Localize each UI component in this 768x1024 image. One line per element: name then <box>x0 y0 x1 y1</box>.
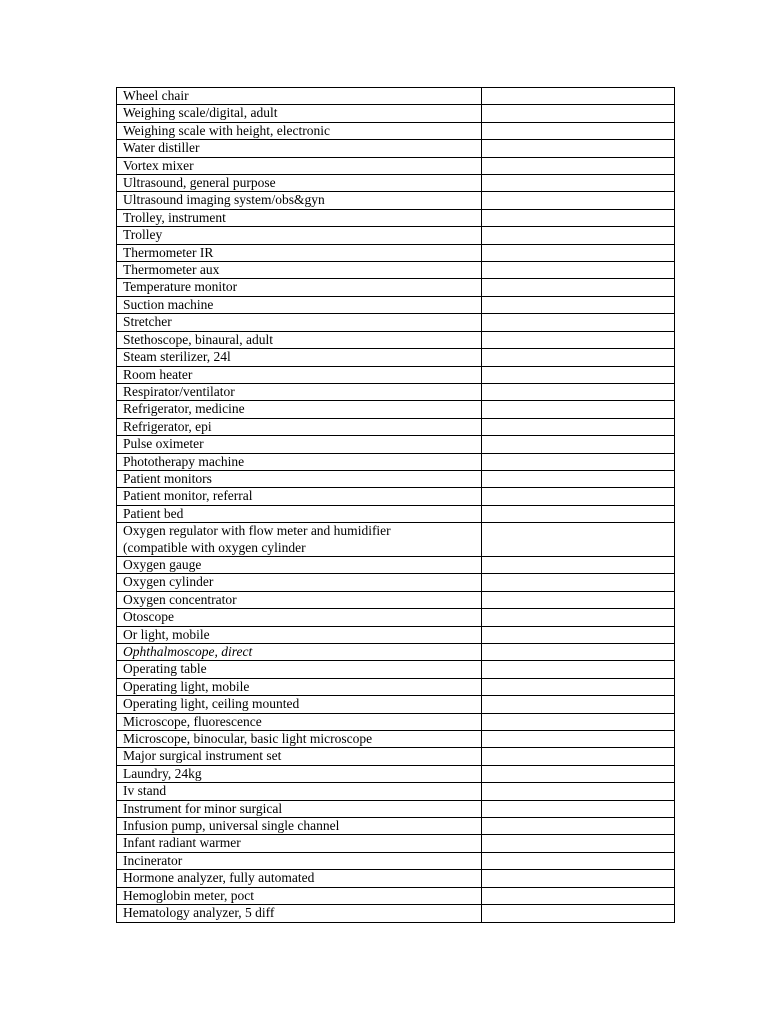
equipment-name-cell <box>117 905 482 922</box>
equipment-value-cell <box>482 366 675 383</box>
equipment-name-cell <box>117 192 482 209</box>
equipment-value-cell <box>482 574 675 591</box>
equipment-value-cell <box>482 314 675 331</box>
equipment-value-cell <box>482 331 675 348</box>
equipment-name-cell <box>117 765 482 782</box>
equipment-name-cell <box>117 870 482 887</box>
equipment-name-cell <box>117 296 482 313</box>
equipment-value-cell <box>482 523 675 557</box>
equipment-value-cell <box>482 731 675 748</box>
equipment-name-cell <box>117 783 482 800</box>
equipment-value-cell <box>482 157 675 174</box>
equipment-value-cell <box>482 209 675 226</box>
equipment-name: Steam sterilizer, 24l <box>123 349 231 365</box>
equipment-name-cell <box>117 713 482 730</box>
equipment-name: Trolley <box>123 227 163 243</box>
table-row <box>117 401 675 418</box>
equipment-name: Ultrasound, general purpose <box>123 175 276 191</box>
equipment-name: Wheel chair <box>123 88 189 103</box>
equipment-value-cell <box>482 713 675 730</box>
equipment-name: Infusion pump, universal single channel <box>123 818 340 834</box>
equipment-value-cell <box>482 783 675 800</box>
equipment-name: Or light, mobile <box>123 626 210 642</box>
equipment-name-cell <box>117 748 482 765</box>
equipment-name-cell <box>117 209 482 226</box>
equipment-name-cell <box>117 140 482 157</box>
equipment-name: Otoscope <box>123 609 174 625</box>
equipment-name: Hemoglobin meter, poct <box>123 887 255 903</box>
table-row <box>117 140 675 157</box>
equipment-name: Patient monitor, referral <box>123 488 253 504</box>
table-row <box>117 783 675 800</box>
equipment-name: Room heater <box>123 366 193 382</box>
equipment-name-cell <box>117 122 482 139</box>
table-row <box>117 244 675 261</box>
equipment-name-continued: (compatible with oxygen cylinder <box>123 539 306 555</box>
table-row <box>117 870 675 887</box>
table-row <box>117 227 675 244</box>
equipment-value-cell <box>482 661 675 678</box>
equipment-name-cell <box>117 314 482 331</box>
equipment-name-cell <box>117 731 482 748</box>
equipment-name: Thermometer aux <box>123 262 220 278</box>
equipment-name: Oxygen gauge <box>123 556 202 572</box>
equipment-name: Patient bed <box>123 505 184 521</box>
table-row <box>117 609 675 626</box>
table-row <box>117 591 675 608</box>
equipment-value-cell <box>482 678 675 695</box>
equipment-name-cell <box>117 556 482 573</box>
table-row <box>117 574 675 591</box>
equipment-value-cell <box>482 296 675 313</box>
equipment-value-cell <box>482 765 675 782</box>
equipment-name-cell <box>117 453 482 470</box>
equipment-name: Patient monitors <box>123 470 212 486</box>
equipment-value-cell <box>482 349 675 366</box>
equipment-name: Ultrasound imaging system/obs&gyn <box>123 192 325 208</box>
table-row <box>117 835 675 852</box>
equipment-name-cell <box>117 331 482 348</box>
table-row <box>117 556 675 573</box>
equipment-value-cell <box>482 244 675 261</box>
equipment-name-cell <box>117 523 482 557</box>
equipment-name-cell <box>117 401 482 418</box>
equipment-value-cell <box>482 852 675 869</box>
table-row <box>117 262 675 279</box>
equipment-name: Microscope, binocular, basic light microscope <box>123 731 373 747</box>
equipment-name-cell <box>117 175 482 192</box>
table-row <box>117 314 675 331</box>
equipment-value-cell <box>482 905 675 922</box>
equipment-name: Refrigerator, epi <box>123 418 212 434</box>
equipment-name: Laundry, 24kg <box>123 765 202 781</box>
table-row <box>117 470 675 487</box>
equipment-name: Oxygen regulator with flow meter and humidifier <box>123 523 391 539</box>
equipment-name-cell <box>117 366 482 383</box>
equipment-name: Trolley, instrument <box>123 209 226 225</box>
table-row <box>117 209 675 226</box>
table-row <box>117 731 675 748</box>
equipment-name: Iv stand <box>123 783 167 799</box>
equipment-value-cell <box>482 887 675 904</box>
equipment-name-cell <box>117 626 482 643</box>
table-row <box>117 122 675 139</box>
equipment-name: Refrigerator, medicine <box>123 401 245 417</box>
equipment-name: Major surgical instrument set <box>123 748 282 764</box>
equipment-name: Temperature monitor <box>123 279 238 295</box>
equipment-name: Infant radiant warmer <box>123 835 241 851</box>
equipment-name: Operating table <box>123 661 207 677</box>
equipment-value-cell <box>482 262 675 279</box>
equipment-name: Operating light, mobile <box>123 678 250 694</box>
table-row <box>117 488 675 505</box>
table-row <box>117 626 675 643</box>
table-row <box>117 436 675 453</box>
equipment-name-cell <box>117 574 482 591</box>
equipment-name-cell <box>117 105 482 122</box>
equipment-name-cell <box>117 349 482 366</box>
table-row <box>117 175 675 192</box>
equipment-name: Weighing scale/digital, adult <box>123 105 278 121</box>
table-row <box>117 383 675 400</box>
equipment-name: Hematology analyzer, 5 diff <box>123 905 275 921</box>
equipment-value-cell <box>482 122 675 139</box>
table-row <box>117 88 675 105</box>
equipment-value-cell <box>482 696 675 713</box>
table-row <box>117 192 675 209</box>
equipment-value-cell <box>482 88 675 105</box>
equipment-name-cell <box>117 244 482 261</box>
equipment-name: Weighing scale with height, electronic <box>123 122 330 138</box>
equipment-name: Ophthalmoscope, direct <box>123 644 253 659</box>
equipment-name-cell <box>117 383 482 400</box>
equipment-name: Water distiller <box>123 140 200 156</box>
equipment-name-cell <box>117 279 482 296</box>
equipment-name-cell <box>117 227 482 244</box>
equipment-value-cell <box>482 383 675 400</box>
equipment-name-cell <box>117 505 482 522</box>
table-row <box>117 105 675 122</box>
table-row <box>117 644 675 661</box>
equipment-value-cell <box>482 105 675 122</box>
equipment-name: Oxygen concentrator <box>123 591 237 607</box>
equipment-table <box>116 87 675 923</box>
equipment-value-cell <box>482 192 675 209</box>
table-row <box>117 418 675 435</box>
equipment-name-cell <box>117 470 482 487</box>
equipment-name-cell <box>117 488 482 505</box>
table-row <box>117 678 675 695</box>
table-row <box>117 453 675 470</box>
equipment-name-cell <box>117 678 482 695</box>
equipment-name: Suction machine <box>123 296 214 312</box>
equipment-value-cell <box>482 488 675 505</box>
table-row <box>117 523 675 557</box>
equipment-value-cell <box>482 418 675 435</box>
table-row <box>117 748 675 765</box>
equipment-name: Stretcher <box>123 314 172 330</box>
equipment-name-cell <box>117 609 482 626</box>
equipment-name: Hormone analyzer, fully automated <box>123 870 315 886</box>
table-row <box>117 296 675 313</box>
equipment-name-cell <box>117 262 482 279</box>
equipment-name-cell <box>117 661 482 678</box>
equipment-name: Operating light, ceiling mounted <box>123 696 300 712</box>
table-row <box>117 349 675 366</box>
equipment-value-cell <box>482 748 675 765</box>
equipment-value-cell <box>482 626 675 643</box>
table-row <box>117 696 675 713</box>
table-row <box>117 366 675 383</box>
equipment-value-cell <box>482 818 675 835</box>
equipment-name: Phototherapy machine <box>123 453 245 469</box>
table-row <box>117 279 675 296</box>
equipment-value-cell <box>482 556 675 573</box>
equipment-name-cell <box>117 852 482 869</box>
equipment-name: Stethoscope, binaural, adult <box>123 331 273 347</box>
equipment-name-cell <box>117 436 482 453</box>
equipment-name: Respirator/ventilator <box>123 383 235 399</box>
equipment-table-body <box>117 88 675 923</box>
equipment-value-cell <box>482 453 675 470</box>
equipment-value-cell <box>482 401 675 418</box>
equipment-value-cell <box>482 279 675 296</box>
equipment-value-cell <box>482 800 675 817</box>
equipment-value-cell <box>482 175 675 192</box>
table-row <box>117 331 675 348</box>
equipment-name-cell <box>117 835 482 852</box>
equipment-value-cell <box>482 644 675 661</box>
table-row <box>117 713 675 730</box>
equipment-name: Oxygen cylinder <box>123 574 214 590</box>
table-row <box>117 887 675 904</box>
equipment-value-cell <box>482 470 675 487</box>
table-row <box>117 765 675 782</box>
equipment-name: Microscope, fluorescence <box>123 713 262 729</box>
table-row <box>117 818 675 835</box>
table-row <box>117 800 675 817</box>
equipment-value-cell <box>482 505 675 522</box>
equipment-value-cell <box>482 591 675 608</box>
equipment-name-cell <box>117 644 482 661</box>
equipment-name-cell <box>117 88 482 105</box>
equipment-value-cell <box>482 140 675 157</box>
equipment-value-cell <box>482 227 675 244</box>
equipment-name-cell <box>117 887 482 904</box>
equipment-value-cell <box>482 835 675 852</box>
table-row <box>117 157 675 174</box>
table-row <box>117 505 675 522</box>
table-row <box>117 661 675 678</box>
equipment-name-cell <box>117 800 482 817</box>
equipment-name: Pulse oximeter <box>123 436 204 452</box>
equipment-name-cell <box>117 418 482 435</box>
equipment-name: Thermometer IR <box>123 244 214 260</box>
equipment-value-cell <box>482 870 675 887</box>
equipment-name: Incinerator <box>123 852 183 868</box>
equipment-name-cell <box>117 591 482 608</box>
equipment-name-cell <box>117 818 482 835</box>
equipment-name: Instrument for minor surgical <box>123 800 283 816</box>
table-row <box>117 852 675 869</box>
equipment-name: Vortex mixer <box>123 157 194 173</box>
equipment-name-cell <box>117 696 482 713</box>
equipment-value-cell <box>482 609 675 626</box>
table-row <box>117 905 675 922</box>
equipment-name-cell <box>117 157 482 174</box>
equipment-value-cell <box>482 436 675 453</box>
